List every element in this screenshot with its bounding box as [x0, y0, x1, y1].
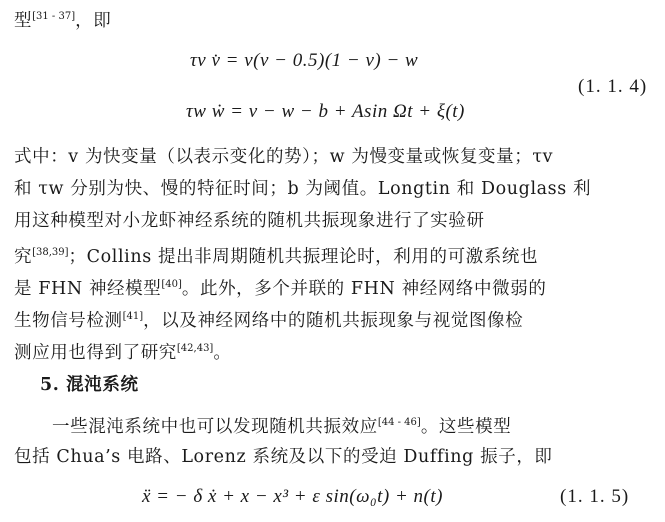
- equation-1-1-4-line-1: τv v̇ = v(v − 0.5)(1 − v) − w: [190, 50, 419, 71]
- text-line-9: 一些混沌系统中也可以发现随机共振效应[44 - 46]。这些模型: [52, 417, 512, 437]
- equation-1-1-5: ẍ = − δ ẋ + x − x³ + ε sin(ω₀t) + n(t): [142, 486, 443, 507]
- text-line-6: 是 FHN 神经模型[40]。此外，多个并联的 FHN 神经网络中微弱的: [14, 279, 547, 299]
- text-line-3: 和 τw 分别为快、慢的特征时间；b 为阈值。Longtin 和 Douglass 利: [14, 179, 592, 199]
- citation: [44 - 46]: [377, 417, 421, 428]
- citation: [42,43]: [176, 343, 214, 354]
- text-line-8: 测应用也得到了研究[42,43]。: [14, 343, 232, 363]
- citation: [31 - 37]: [32, 11, 76, 22]
- text-line-1: 型[31 - 37]，即: [14, 11, 112, 31]
- equation-1-1-4-line-2: τw ẇ = v − w − b + Asin Ωt + ξ(t): [186, 101, 465, 122]
- text-line-4: 用这种模型对小龙虾神经系统的随机共振现象进行了实验研: [14, 211, 485, 231]
- text-line-10: 包括 Chua’s 电路、Lorenz 系统及以下的受迫 Duffing 振子，即: [14, 447, 553, 467]
- citation: [41]: [122, 311, 144, 322]
- citation: [40]: [161, 279, 182, 290]
- text-line-2: 式中：v 为快变量（以表示变化的势）；w 为慢变量或恢复变量；τv: [14, 147, 554, 167]
- section-heading: 5. 混沌系统: [40, 375, 139, 395]
- equation-number-1-1-5: (1. 1. 5): [560, 486, 630, 507]
- citation: [38,39]: [32, 247, 69, 258]
- text-line-7: 生物信号检测[41]，以及神经网络中的随机共振现象与视觉图像检: [14, 311, 524, 331]
- text-line-5: 究[38,39]；Collins 提出非周期随机共振理论时，利用的可激系统也: [14, 247, 539, 267]
- equation-number-1-1-4: (1. 1. 4): [578, 76, 648, 97]
